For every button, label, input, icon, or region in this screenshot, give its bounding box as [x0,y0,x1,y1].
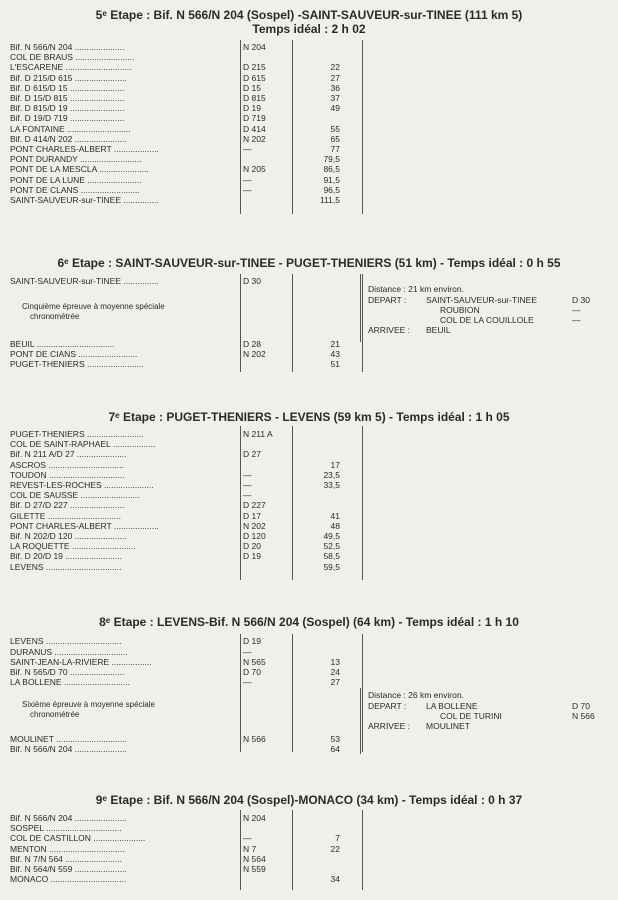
place-name: Bif. D 815/D 19 ....................... [10,103,125,114]
road-number: — [243,469,252,480]
road-number: — [243,184,252,195]
itinerary-row [10,864,340,874]
road-number: D 30 [243,276,261,286]
distance-km: 48 [330,520,340,531]
itinerary-row [10,134,340,144]
road-number: D 27 [243,449,261,460]
place-name: LA ROQUETTE ........................... [10,541,136,552]
stage-title: 5ᵉ Etape : Bif. N 566/N 204 (Sospel) -SAINT-SAUVEUR-sur-TINEE (111 km 5) [95,8,523,22]
arrivee-label: ARRIVEE : [368,721,411,731]
itinerary-row [10,823,340,833]
place-name: MONACO ................................ [10,874,127,885]
depart-place: SAINT-SAUVEUR-sur-TINEE [426,295,537,305]
distance-km: 33,5 [323,480,340,490]
distance-km: 86,5 [323,164,340,175]
place-name: LA BOLLENE ............................ [10,677,130,687]
road-number: N 202 [243,133,266,144]
place-name: PUGET-THENIERS ........................ [10,359,144,369]
sidebar-rule [360,688,361,754]
place-name: GILETTE ............................... [10,510,121,521]
distance-km: 49,5 [323,531,340,541]
itinerary-row [10,734,340,744]
itinerary-row [10,276,340,286]
distance-km: 17 [330,459,340,470]
road-number: N 564 [243,853,266,864]
stage-title: 9ᵉ Etape : Bif. N 566/N 204 (Sospel)-MONACO (34 km) - Temps idéal : 0 h 37 [95,793,523,807]
place-name: ASCROS ................................ [10,459,124,470]
place-name: Bif. D 414/N 202 ...................... [10,133,127,144]
place-name: PONT DE LA LUNE ....................... [10,174,142,185]
distance-km: 27 [330,677,340,687]
depart-label: DEPART : [368,295,407,305]
place-name: MENTON ................................ [10,843,125,854]
place-name: Bif. N 564/N 559 ...................... [10,864,127,874]
stage-title: 6ᵉ Etape : SAINT-SAUVEUR-sur-TINEE - PUGET-THENIERS (51 km) - Temps idéal : 0 h 55 [57,256,561,270]
itinerary-row [10,164,340,174]
itinerary-row [10,175,340,185]
itinerary-row [10,813,340,823]
distance-km: 24 [330,667,340,677]
itinerary-row [10,449,340,459]
column-rule [362,426,363,580]
depart-road: N 566 [572,711,595,721]
place-name: Bif. N 566/N 204 ...................... [10,744,127,754]
road-number: D 19 [243,551,261,562]
itinerary-row [10,62,340,72]
depart-place: LA BOLLENE [426,701,478,711]
place-name: PONT DE CLANS ......................... [10,184,140,195]
road-number: D 17 [243,510,261,521]
stage-ideal-time: Temps idéal : 2 h 02 [252,22,366,36]
road-number: D 227 [243,500,266,511]
place-name: LEVENS ................................ [10,636,122,646]
place-name: Bif. N 211 A/D 27 ..................... [10,449,127,460]
distance-km: 64 [330,744,340,754]
place-name: BEUIL ................................. [10,339,115,349]
road-number: — [243,646,252,657]
place-name: Bif. D 615/D 15 ....................... [10,82,125,93]
itinerary-row [10,833,340,843]
place-name: PONT DE CIANS ......................... [10,349,138,359]
place-name: Bif. N 7/N 564 ........................ [10,853,122,864]
itinerary-row [10,113,340,123]
road-number: — [243,144,252,154]
distance-km: 21 [330,339,340,349]
itinerary-row [10,470,340,480]
distance-km: 91,5 [323,174,340,185]
itinerary-row [10,667,340,677]
distance-km: 37 [330,93,340,103]
depart-label: DEPART : [368,701,407,711]
itinerary-row [10,551,340,561]
road-number: N 202 [243,349,266,359]
itinerary-row [10,83,340,93]
place-name: Bif. N 566/N 204 ..................... [10,42,125,52]
itinerary-row [10,562,340,572]
depart-place: ROUBION [440,305,480,315]
itinerary-row [10,854,340,864]
distance-km: 55 [330,123,340,134]
itinerary-row [10,521,340,531]
itinerary-row [10,42,340,52]
road-number: N 202 [243,520,266,531]
road-number: D 20 [243,541,261,552]
distance-km: 58,5 [323,551,340,562]
place-name: Bif. D 20/D 19 ........................ [10,551,122,562]
place-name: COL DE CASTILLON ...................... [10,833,146,844]
place-name: Bif. N 566/N 204 ...................... [10,813,127,823]
depart-place: COL DE LA COUILLOLE [440,315,534,325]
depart-road: — [572,305,581,315]
place-name: TOUDON ................................ [10,469,125,480]
itinerary-row [10,511,340,521]
distance-km: 22 [330,62,340,73]
itinerary-row [10,349,340,359]
distance-km: 77 [330,144,340,154]
road-number: D 215 [243,62,266,73]
arrivee-place: BEUIL [426,325,451,335]
place-name: L'ESCARENE ............................ [10,62,132,73]
place-name: SAINT-SAUVEUR-sur-TINEE ............... [10,195,159,205]
road-number: D 19 [243,636,261,646]
place-name: PUGET-THENIERS ........................ [10,429,144,439]
place-name: Bif. D 19/D 719 ....................... [10,113,125,124]
itinerary-row [10,52,340,62]
place-name: Bif. D 27/D 227 ....................... [10,500,125,511]
special-distance: Distance : 26 km environ. [368,690,464,700]
itinerary-row [10,480,340,490]
road-number: N 565 [243,657,266,667]
road-number: N 204 [243,813,266,823]
distance-km: 51 [330,359,340,369]
place-name: REVEST-LES-ROCHES ..................... [10,480,154,490]
place-name: PONT CHARLES-ALBERT ................... [10,144,159,154]
depart-road: — [572,315,581,325]
distance-km: 23,5 [323,469,340,480]
itinerary-row [10,144,340,154]
distance-km: 111,5 [319,195,340,205]
distance-km: 52,5 [323,541,340,552]
itinerary-row [10,154,340,164]
road-number: D 615 [243,72,266,83]
road-number: N 566 [243,734,266,744]
itinerary-row [10,103,340,113]
place-name: DURANUS ............................... [10,646,128,657]
distance-km: 34 [330,874,340,885]
distance-km: 49 [330,103,340,114]
special-stage-note: Cinquième épreuve à moyenne spéciale [22,302,165,311]
road-number: — [243,833,252,844]
itinerary-row [10,647,340,657]
special-stage-note: Sixième épreuve à moyenne spéciale [22,700,155,709]
sidebar-rule [360,274,361,342]
column-rule [362,634,363,752]
road-number: D 70 [243,667,261,677]
itinerary-row [10,874,340,884]
place-name: Bif. N 565/D 70 ....................... [10,667,125,677]
road-number: D 719 [243,113,266,124]
place-name: PONT CHARLES-ALBERT ................... [10,520,159,531]
itinerary-row [10,531,340,541]
place-name: SAINT-SAUVEUR-sur-TINEE ............... [10,276,159,286]
place-name: COL DE SAINT-RAPHAEL .................. [10,439,156,450]
road-number: D 19 [243,103,261,114]
depart-road: D 30 [572,295,590,305]
itinerary-row [10,185,340,195]
distance-km: 43 [330,349,340,359]
itinerary-row [10,460,340,470]
depart-place: COL DE TURINI [440,711,502,721]
road-number: — [243,490,252,501]
place-name: SOSPEL ................................ [10,823,122,834]
depart-road: D 70 [572,701,590,711]
place-name: Bif. D 15/D 815 ....................... [10,93,125,103]
itinerary-row [10,636,340,646]
stage-title: 7ᵉ Etape : PUGET-THENIERS - LEVENS (59 km 5) - Temps idéal : 1 h 05 [108,410,510,424]
distance-km: 13 [330,657,340,667]
itinerary-row [10,93,340,103]
itinerary-row [10,500,340,510]
road-number: — [243,677,252,687]
road-number: — [243,480,252,490]
arrivee-label: ARRIVEE : [368,325,411,335]
place-name: Bif. N 202/D 120 ...................... [10,531,127,541]
distance-km: 53 [330,734,340,744]
itinerary-row [10,844,340,854]
special-stage-note: chronométrée [30,312,80,321]
road-number: D 815 [243,93,266,103]
road-number: N 559 [243,864,266,874]
distance-km: 59,5 [323,561,340,572]
road-number: D 414 [243,123,266,134]
itinerary-row [10,677,340,687]
road-number: N 205 [243,164,266,175]
itinerary-row [10,124,340,134]
itinerary-row [10,339,340,349]
itinerary-row [10,195,340,205]
road-number: D 15 [243,82,261,93]
place-name: LEVENS ................................ [10,561,122,572]
column-rule [362,40,363,214]
place-name: SAINT-JEAN-LA-RIVIERE ................. [10,657,152,667]
road-number: D 120 [243,531,266,541]
itinerary-row [10,490,340,500]
column-rule [362,810,363,890]
special-stage-note: chronométrée [30,710,80,719]
distance-km: 96,5 [323,184,340,195]
road-number: N 7 [243,843,257,854]
arrivee-place: MOULINET [426,721,470,731]
road-number: N 204 [243,42,266,52]
itinerary-row [10,429,340,439]
distance-km: 22 [330,843,340,854]
itinerary-row [10,439,340,449]
itinerary-row [10,657,340,667]
distance-km: 27 [330,72,340,83]
distance-km: 7 [335,833,340,844]
road-number: — [243,174,252,185]
place-name: PONT DURANDY .......................... [10,154,142,165]
place-name: LA FONTAINE ........................... [10,123,131,134]
distance-km: 41 [330,510,340,521]
column-rule [362,274,363,372]
itinerary-row [10,744,340,754]
distance-km: 36 [330,82,340,93]
distance-km: 79,5 [323,154,340,165]
stage-title: 8ᵉ Etape : LEVENS-Bif. N 566/N 204 (Sospel) (64 km) - Temps idéal : 1 h 10 [99,615,519,629]
place-name: COL DE BRAUS ......................... [10,52,135,63]
place-name: PONT DE LA MESCLA ..................... [10,164,149,175]
itinerary-row [10,541,340,551]
road-number: D 28 [243,339,261,349]
special-distance: Distance : 21 km environ. [368,284,464,294]
place-name: Bif. D 215/D 615 ...................... [10,72,127,83]
itinerary-row [10,73,340,83]
road-number: N 211 A [243,429,273,439]
place-name: COL DE SAUSSE ......................... [10,490,140,501]
place-name: MOULINET .............................. [10,734,127,744]
itinerary-row [10,359,340,369]
distance-km: 65 [330,133,340,144]
